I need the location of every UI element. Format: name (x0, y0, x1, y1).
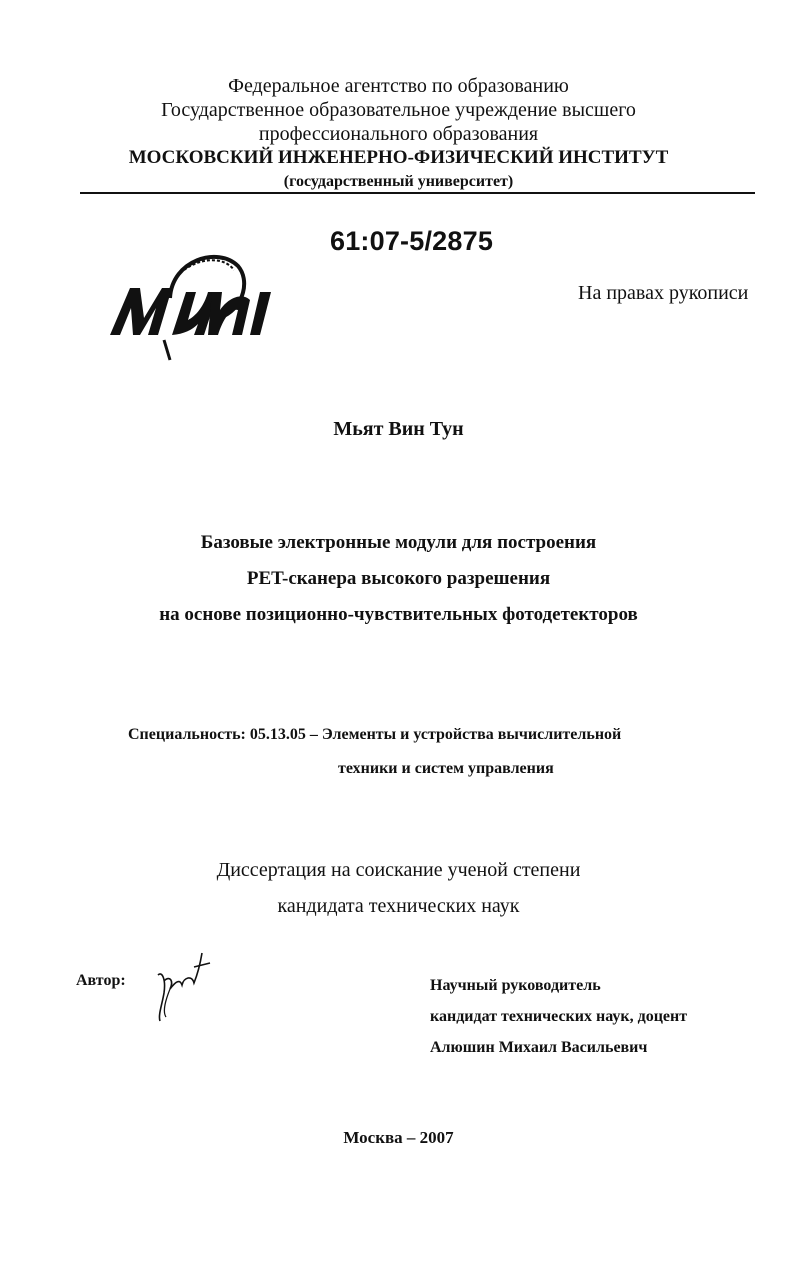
supervisor-block (430, 970, 687, 1063)
degree-line-2: кандидата технических наук (277, 895, 520, 917)
header-block (0, 74, 797, 194)
institute-logo (100, 240, 280, 365)
title-line-3: на основе позиционно-чувствительных фотодетекторов (159, 604, 638, 625)
degree-statement (0, 852, 797, 924)
author-name: Мьят Вин Тун (333, 418, 464, 440)
agency-line: Федеральное агентство по образованию (228, 75, 569, 97)
supervisor-name: Алюшин Михаил Васильевич (430, 1039, 648, 1056)
specialty-line-2: техники и систем управления (338, 760, 554, 777)
author-signature (140, 945, 220, 1025)
dissertation-title (0, 525, 797, 633)
author-label: Автор: (76, 972, 126, 989)
rights-note: На правах рукописи (578, 282, 749, 304)
university-subtitle: (государственный университет) (283, 173, 514, 190)
education-line: профессионального образования (258, 123, 539, 145)
specialty-line-1: Специальность: 05.13.05 – Элементы и устройства вычислительной (128, 726, 622, 743)
supervisor-role: Научный руководитель (430, 977, 601, 994)
title-line-2: PET-сканера высокого разрешения (246, 568, 551, 589)
institution-line: Государственное образовательное учреждение высшего (161, 99, 636, 121)
title-line-1: Базовые электронные модули для построения (200, 532, 597, 553)
catalog-code: 61:07-5/2875 (330, 226, 494, 256)
institute-name: МОСКОВСКИЙ ИНЖЕНЕРНО-ФИЗИЧЕСКИЙ ИНСТИТУТ (128, 147, 669, 168)
supervisor-degree: кандидат технических наук, доцент (430, 1008, 688, 1025)
city-year: Москва – 2007 (343, 1128, 454, 1147)
degree-line-1: Диссертация на соискание ученой степени (216, 859, 581, 881)
header-divider (80, 192, 755, 194)
